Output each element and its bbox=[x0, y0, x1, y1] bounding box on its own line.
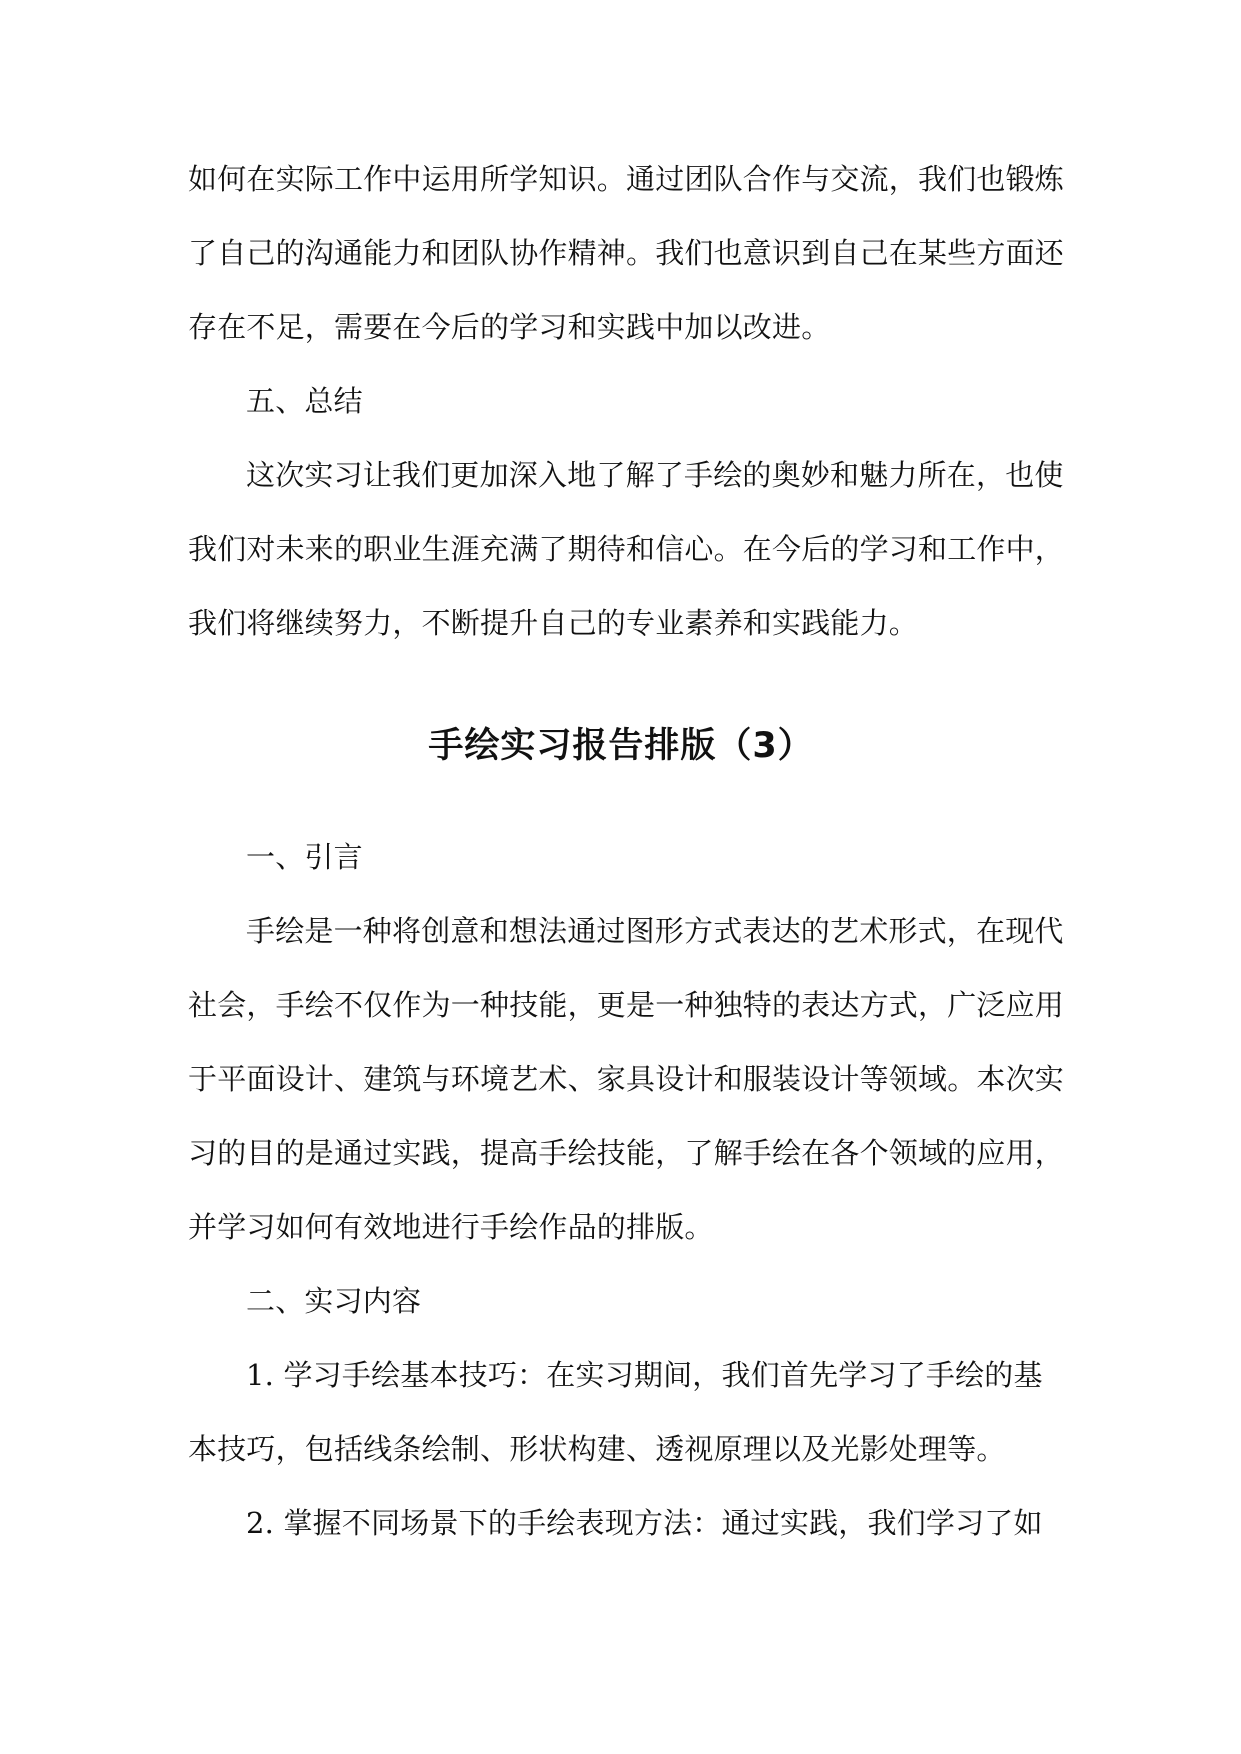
paragraph-line: 于平面设计、建筑与环境艺术、家具设计和服装设计等领域。本次实 bbox=[188, 1062, 1065, 1096]
section-heading-summary: 五、总结 bbox=[246, 384, 363, 418]
paragraph-line: 手绘是一种将创意和想法通过图形方式表达的艺术形式，在现代 bbox=[246, 914, 1064, 948]
previous-section-tail bbox=[188, 142, 1065, 364]
paragraph-line: 这次实习让我们更加深入地了解了手绘的奥妙和魅力所在，也使 bbox=[246, 458, 1064, 492]
paragraph-line: 1. 学习手绘基本技巧：在实习期间，我们首先学习了手绘的基 bbox=[246, 1358, 1043, 1392]
list-item-2 bbox=[188, 1486, 1054, 1560]
intro-paragraph bbox=[188, 894, 1065, 1264]
paragraph-line: 本技巧，包括线条绘制、形状构建、透视原理以及光影处理等。 bbox=[188, 1432, 1006, 1466]
paragraph-line: 2. 掌握不同场景下的手绘表现方法：通过实践，我们学习了如 bbox=[246, 1506, 1043, 1540]
paragraph-line: 如何在实际工作中运用所学知识。通过团队合作与交流，我们也锻炼 bbox=[188, 162, 1065, 196]
document-title: 手绘实习报告排版（3） bbox=[428, 726, 814, 766]
paragraph-line: 社会，手绘不仅作为一种技能，更是一种独特的表达方式，广泛应用 bbox=[188, 988, 1065, 1022]
paragraph-line: 习的目的是通过实践，提高手绘技能，了解手绘在各个领域的应用， bbox=[188, 1136, 1065, 1170]
summary-paragraph bbox=[188, 438, 1065, 660]
document-body bbox=[188, 142, 1065, 1560]
paragraph-line: 并学习如何有效地进行手绘作品的排版。 bbox=[188, 1210, 714, 1244]
section-heading-content: 二、实习内容 bbox=[246, 1284, 422, 1318]
section-heading-intro: 一、引言 bbox=[246, 840, 363, 874]
paragraph-line: 我们对未来的职业生涯充满了期待和信心。在今后的学习和工作中， bbox=[188, 532, 1065, 566]
paragraph-line: 我们将继续努力，不断提升自己的专业素养和实践能力。 bbox=[188, 606, 919, 640]
list-item-1 bbox=[188, 1338, 1054, 1486]
paragraph-line: 了自己的沟通能力和团队协作精神。我们也意识到自己在某些方面还 bbox=[188, 236, 1065, 270]
paragraph-line: 存在不足，需要在今后的学习和实践中加以改进。 bbox=[188, 310, 831, 344]
